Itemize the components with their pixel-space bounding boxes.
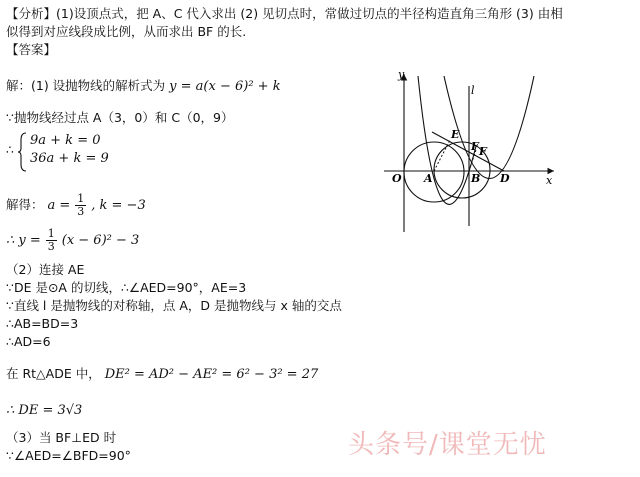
watermark: 头条号/课堂无忧 (348, 430, 547, 460)
label-a: A (424, 172, 433, 185)
solve-a: a = (47, 198, 71, 213)
analysis-line-1: 【分析】(1)设顶点式，把 A、C 代入求出 (2) 见切点时，常做过切点的半径构造直角三角形 (3) 由相 (6, 6, 563, 21)
label-y: y (398, 68, 405, 81)
fraction-numerator: 1 (77, 192, 85, 205)
therefore-symbol: ∴ (6, 142, 14, 157)
solve-k: , k = −3 (91, 198, 146, 213)
solve-line (6, 193, 146, 218)
ad-length: ∴AD=6 (6, 334, 51, 349)
result-fraction-denominator: 3 (47, 240, 55, 253)
pass-points: ∵抛物线经过点 A（3，0）和 C（0，9） (6, 110, 234, 125)
fraction-denominator: 3 (77, 205, 85, 218)
label-l: l (471, 84, 475, 97)
result-y: ∴ y = (6, 233, 41, 248)
de-result-formula: ∴ DE = 3√3 (6, 403, 83, 418)
angle-equality: ∵∠AED=∠BFD=90° (6, 448, 131, 463)
label-b: B (471, 172, 481, 185)
equation-system (30, 132, 109, 168)
solution-1 (6, 78, 281, 95)
rt-text: 在 Rt△ADE 中， (6, 366, 101, 381)
solution-1-text: 解：(1) 设抛物线的解析式为 (6, 78, 166, 93)
rt-formula: DE² = AD² − AE² = 6² − 3² = 27 (104, 367, 319, 382)
vertex-form-formula: y = a(x − 6)² + k (169, 79, 281, 94)
brace-icon (18, 132, 28, 172)
rt-triangle-line (6, 366, 318, 383)
de-tangent: ∵DE 是⊙A 的切线，∴∠AED=90°，AE=3 (6, 280, 247, 295)
equation-2: 36a + k = 9 (30, 151, 109, 166)
result-tail: (x − 6)² − 3 (61, 233, 140, 248)
axis-of-symmetry: ∵直线 l 是抛物线的对称轴，点 A，D 是抛物线与 x 轴的交点 (6, 298, 342, 313)
de-result (6, 402, 82, 419)
label-e: E (451, 128, 460, 141)
equation-1: 9a + k = 0 (30, 133, 101, 148)
solve-fraction (75, 193, 86, 218)
part3-heading: （3）当 BF⊥ED 时 (6, 430, 117, 445)
result-fraction-numerator: 1 (47, 227, 55, 240)
label-x: x (546, 174, 553, 187)
label-f2: F (479, 145, 487, 158)
answer-heading: 【答案】 (6, 42, 57, 57)
tangent-line-de (432, 132, 504, 171)
part2-heading: （2）连接 AE (6, 262, 85, 277)
ab-bd: ∴AB=BD=3 (6, 316, 79, 331)
analysis-line-2: 似得到对应线段成比例，从而求出 BF 的长. (6, 24, 247, 39)
parabola-circle-figure (378, 66, 568, 234)
solve-label: 解得： (6, 197, 44, 212)
label-f1: F (471, 140, 479, 153)
label-o: O (392, 172, 402, 185)
result-fraction (46, 228, 57, 253)
segment-ae (434, 140, 450, 171)
label-d: D (500, 172, 510, 185)
result-line (6, 228, 139, 253)
